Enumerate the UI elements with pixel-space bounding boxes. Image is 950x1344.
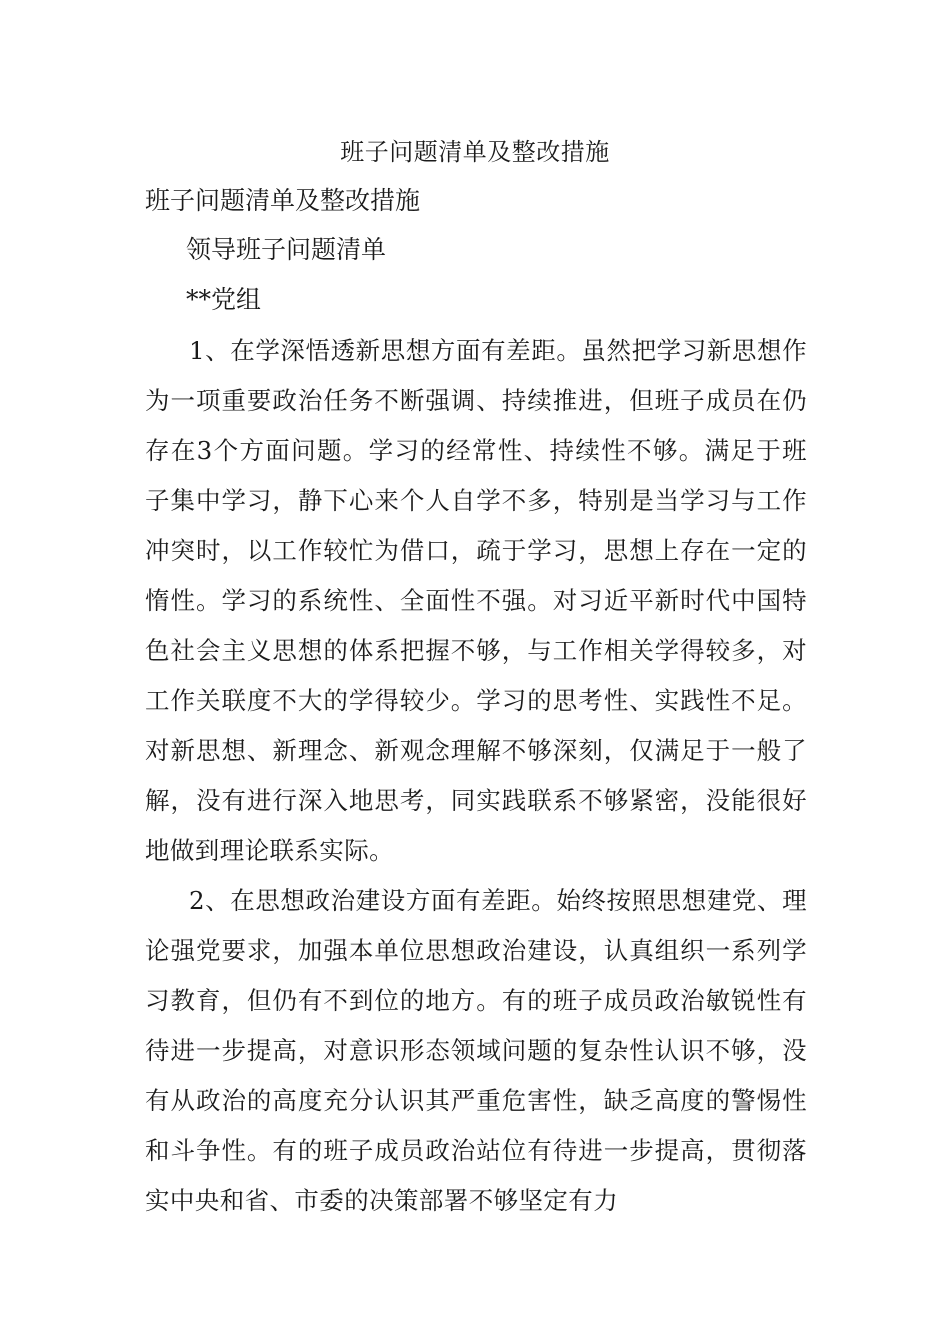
document-title: 班子问题清单及整改措施 xyxy=(340,138,610,166)
document-subtitle: 班子问题清单及整改措施 xyxy=(145,186,421,215)
paragraph-1: 1、在学深悟透新思想方面有差距。虽然把学习新思想作为一项重要政治任务不断强调、持续推进，但班子成员在仍存在3个方面问题。学习的经常性、持续性不够。满足于班子集中学习，静下心来个人自学不多，特别是当学习与工作冲突时，以工作较忙为借口，疏于学习，思想上存在一定的惰性。学习的系统性、全面性不强。对习近平新时代中国特色社会主义思想的体系把握不够，与工作相关学得较多，对工作关联度不大的学得较少。学习的思考性、实践性不足。对新思想、新理念、新观念理解不够深刻，仅满足于一般了解，没有进行深入地思考，同实践联系不够紧密，没能很好地做到理论联系实际。 xyxy=(145,336,807,865)
org-name: **党组 xyxy=(186,285,262,314)
section-heading: 领导班子问题清单 xyxy=(186,235,387,264)
paragraph-2: 2、在思想政治建设方面有差距。始终按照思想建党、理论强党要求，加强本单位思想政治建设，认真组织一系列学习教育，但仍有不到位的地方。有的班子成员政治敏锐性有待进一步提高，对意识形态领域问题的复杂性认识不够，没有从政治的高度充分认识其严重危害性，缺乏高度的警惕性和斗争性。有的班子成员政治站位有待进一步提高，贯彻落实中央和省、市委的决策部署不够坚定有力 xyxy=(145,886,807,1215)
